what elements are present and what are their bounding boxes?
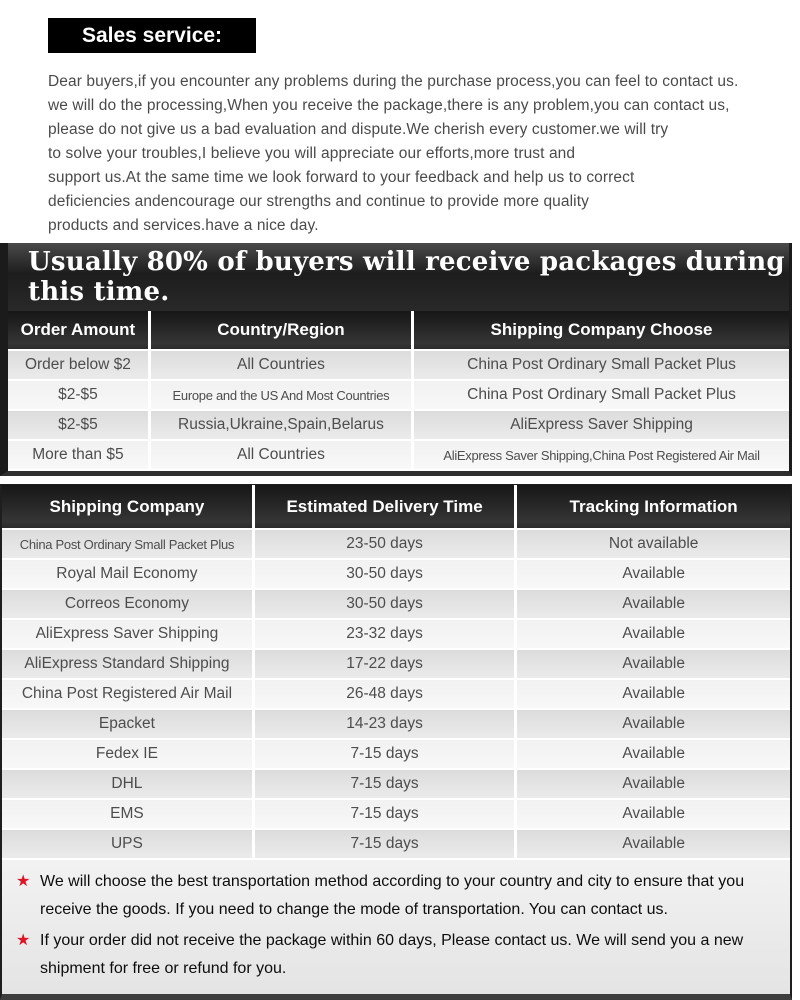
table-cell: China Post Ordinary Small Packet Plus xyxy=(413,380,789,410)
table-cell: Available xyxy=(516,559,790,589)
table-cell: Available xyxy=(516,739,790,769)
note-60-days-refund xyxy=(14,927,776,982)
table-cell: $2-$5 xyxy=(8,410,149,440)
table-cell: 17-22 days xyxy=(253,649,515,679)
table-cell: AliExpress Saver Shipping xyxy=(2,619,253,649)
table-cell: AliExpress Saver Shipping,China Post Registered Air Mail xyxy=(413,440,789,470)
table-cell: UPS xyxy=(2,829,253,859)
paragraph-line: to solve your troubles,I believe you will appreciate our efforts,more trust and xyxy=(48,145,576,162)
note-text: We will choose the best transportation method according to your country and city to ensure that you receive the goods. If you need to change the mode of transportation. You can contact us. xyxy=(40,873,745,918)
table-cell: Order below $2 xyxy=(8,350,149,380)
table-row xyxy=(2,679,790,709)
table-row xyxy=(2,649,790,679)
star-icon: ★ xyxy=(16,932,31,949)
table-cell: 23-50 days xyxy=(253,529,515,559)
paragraph-line: support us.At the same time we look forward to your feedback and help us to correct xyxy=(48,169,635,186)
table-cell: 26-48 days xyxy=(253,679,515,709)
table-cell: Available xyxy=(516,799,790,829)
table-cell: 14-23 days xyxy=(253,709,515,739)
delivery-info-section xyxy=(0,484,792,1000)
table-cell: Available xyxy=(516,769,790,799)
shipping-table-body xyxy=(8,350,789,470)
sales-service-badge xyxy=(48,18,256,53)
table-row xyxy=(2,709,790,739)
table-cell: AliExpress Saver Shipping xyxy=(413,410,789,440)
table-cell: 7-15 days xyxy=(253,799,515,829)
table-row xyxy=(2,619,790,649)
paragraph-line: we will do the processing,When you receive the package,there is any problem,you can contact us, xyxy=(48,97,730,114)
table-row xyxy=(8,350,789,380)
table-cell: 30-50 days xyxy=(253,589,515,619)
table-row xyxy=(2,589,790,619)
shipping-company-choose-table xyxy=(8,311,789,471)
table-cell: Correos Economy xyxy=(2,589,253,619)
table-cell: China Post Ordinary Small Packet Plus xyxy=(413,350,789,380)
delivery-table-header-row xyxy=(2,485,790,529)
table-cell: All Countries xyxy=(149,440,412,470)
table-cell: 7-15 days xyxy=(253,739,515,769)
table-cell: EMS xyxy=(2,799,253,829)
paragraph-line: products and services.have a nice day. xyxy=(48,217,319,234)
column-header-country-region: Country/Region xyxy=(149,311,412,350)
column-header-order-amount: Order Amount xyxy=(8,311,149,350)
shipping-banner-title: Usually 80% of buyers will receive packages during this time. xyxy=(8,243,789,311)
table-cell: Russia,Ukraine,Spain,Belarus xyxy=(149,410,412,440)
table-row xyxy=(2,799,790,829)
shipping-notes xyxy=(2,860,790,994)
table-row xyxy=(8,410,789,440)
table-cell: Epacket xyxy=(2,709,253,739)
table-cell: Europe and the US And Most Countries xyxy=(149,380,412,410)
table-cell: Available xyxy=(516,709,790,739)
table-cell: $2-$5 xyxy=(8,380,149,410)
shipping-table-header-row xyxy=(8,311,789,350)
paragraph-line: Dear buyers,if you encounter any problems during the purchase process,you can feel to contact us. xyxy=(48,73,739,90)
paragraph-line: deficiencies andencourage our strengths and continue to provide more quality xyxy=(48,193,589,210)
table-cell: Available xyxy=(516,829,790,859)
column-header-shipping-company-choose: Shipping Company Choose xyxy=(413,311,789,350)
shipping-policy-section xyxy=(0,243,792,476)
table-row xyxy=(2,559,790,589)
sales-service-badge-label: Sales service: xyxy=(81,24,223,47)
column-header-shipping-company: Shipping Company xyxy=(2,485,253,529)
table-cell: China Post Ordinary Small Packet Plus xyxy=(2,529,253,559)
delivery-table-body xyxy=(2,529,790,859)
table-row xyxy=(2,769,790,799)
table-cell: Fedex IE xyxy=(2,739,253,769)
note-transportation-method xyxy=(14,868,776,923)
column-header-estimated-delivery-time: Estimated Delivery Time xyxy=(253,485,515,529)
table-cell: Available xyxy=(516,649,790,679)
table-cell: Available xyxy=(516,619,790,649)
star-icon: ★ xyxy=(16,873,31,890)
table-cell: 7-15 days xyxy=(253,769,515,799)
table-row xyxy=(2,739,790,769)
table-cell: AliExpress Standard Shipping xyxy=(2,649,253,679)
column-header-tracking-information: Tracking Information xyxy=(516,485,790,529)
table-cell: Available xyxy=(516,679,790,709)
table-row xyxy=(2,529,790,559)
table-cell: Not available xyxy=(516,529,790,559)
table-cell: China Post Registered Air Mail xyxy=(2,679,253,709)
table-cell: 7-15 days xyxy=(253,829,515,859)
table-row xyxy=(8,380,789,410)
table-cell: All Countries xyxy=(149,350,412,380)
table-row xyxy=(8,440,789,470)
delivery-time-table xyxy=(2,485,790,860)
table-cell: More than $5 xyxy=(8,440,149,470)
note-text: If your order did not receive the package within 60 days, Please contact us. We will send you a new shipment for free or refund for you. xyxy=(40,932,744,977)
table-cell: Royal Mail Economy xyxy=(2,559,253,589)
table-cell: Available xyxy=(516,589,790,619)
intro-paragraph xyxy=(48,70,770,238)
paragraph-line: please do not give us a bad evaluation and dispute.We cherish every customer.we will try xyxy=(48,121,669,138)
table-cell: DHL xyxy=(2,769,253,799)
table-cell: 23-32 days xyxy=(253,619,515,649)
table-row xyxy=(2,829,790,859)
table-cell: 30-50 days xyxy=(253,559,515,589)
